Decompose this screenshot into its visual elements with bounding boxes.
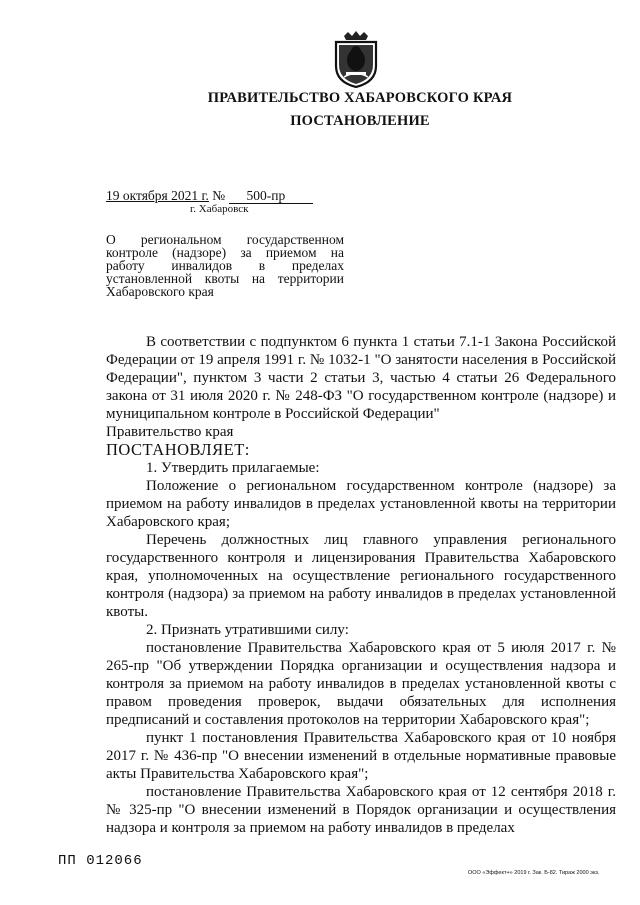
item-2-paragraph: постановление Правительства Хабаровского края от 12 сентября 2018 г. № 325-пр "О внесении изменений в Порядок организации и осуществления надзора и контроля за приемом на работу инвалидов в пределах [106,784,616,836]
document-date: 19 октября 2021 г. [106,188,209,203]
item-1-paragraph: Перечень должностных лиц главного управления регионального государственного контроля и лицензирования Правительства Хабаровского края, уполномоченных на осуществление регионального государственного контроля (надзора) за приемом на работу инвалидов в пределах установленной квоты. [106,532,616,620]
decree-word: ПОСТАНОВЛЯЕТ: [106,440,250,459]
number-sign: № [212,188,226,203]
document-number: 500-пр [229,189,313,204]
issuer-line: Правительство края [106,424,234,440]
document-subject [106,233,344,298]
subject-line: работу инвалидов в пределах [106,258,344,273]
subject-line: установленной квоты на территории [106,271,344,286]
document-date-number [106,188,313,204]
item-1-heading: 1. Утвердить прилагаемые: [146,460,320,476]
item-2-heading: 2. Признать утратившими силу: [146,622,349,638]
subject-line: контроле (надзоре) за приемом на [106,245,344,260]
subject-line: О региональном государственном [106,232,344,247]
government-title: ПРАВИТЕЛЬСТВО ХАБАРОВСКОГО КРАЯ [207,90,513,106]
item-1-paragraph: Положение о региональном государственном контроле (надзоре) за приемом на работу инвалидов в пределах установленной квоты на территории Хабаровского края; [106,478,616,530]
form-code: ПП 012066 [58,853,143,869]
document-city: г. Хабаровск [190,203,249,215]
coat-of-arms-icon [330,30,382,88]
item-2-paragraph: постановление Правительства Хабаровского края от 5 июля 2017 г. № 265-пр "Об утверждении Порядка организации и осуществления надзора и контроля за приемом на работу инвалидов в пределах установленной квоты с правом проведения проверок, выдачи обязательных для исполнения предписаний и составления протоколов на территории Хабаровского края"; [106,640,616,728]
preamble-paragraph: В соответствии с подпунктом 6 пункта 1 статьи 7.1-1 Закона Российской Федерации от 19 апреля 1991 г. № 1032-1 "О занятости населения в Российской Федерации", пунктом 3 части 2 статьи 3, частью 4 статьи 26 Федерального закона от 31 июля 2020 г. № 248-ФЗ "О государственном контроле (надзоре) и муниципальном контроле в Российской Федерации" [106,334,616,422]
item-2-paragraph: пункт 1 постановления Правительства Хабаровского края от 10 ноября 2017 г. № 436-пр "О внесении изменений в отдельные нормативные правовые акты Правительства Хабаровского края"; [106,730,616,782]
document-body [106,333,616,837]
printer-note: ООО «Эффект+» 2019 г. Зак. Б-82. Тираж 2000 экз. [468,870,600,876]
subject-line: Хабаровского края [106,284,214,299]
document-type: ПОСТАНОВЛЕНИЕ [290,113,430,129]
